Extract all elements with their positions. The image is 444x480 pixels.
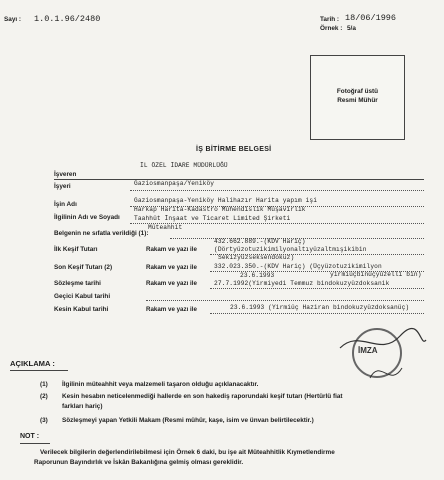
- not-text-2: Raporunun Bayındırlık ve İskân Bakanlığına gelmiş olması gereklidir.: [34, 459, 244, 466]
- kesin-label: Kesin Kabul tarihi: [54, 306, 109, 313]
- kesin-value: 23.6.1993 (Yirmiüç Haziran bindokuzyüzdoksanüç): [230, 304, 410, 311]
- gecici-line: [146, 300, 424, 301]
- sozlesme-line: [210, 288, 424, 289]
- sozlesme-label: Sözleşme tarihi: [54, 280, 101, 287]
- isveren-line: [54, 179, 424, 180]
- not-title: NOT :: [20, 433, 40, 440]
- ilk-kesif-value-3: Sekizyüzseksendokuz): [218, 254, 295, 261]
- sozlesme-value-2: 27.7.1992(Yirmiyedi Temmuz bindokuzyüzdoksanik: [214, 280, 390, 287]
- sozlesme-value-1: 23.6.1993: [240, 272, 275, 279]
- ilgili-label: İlgilinin Adı ve Soyadı: [54, 214, 120, 221]
- kesin-sub: Rakam ve yazı ile: [146, 306, 197, 313]
- ilk-kesif-value-1: 432.662.889.-(KDV Hariç): [214, 238, 306, 245]
- son-kesif-value-2: yirmiüçbinüçyüzelli bin): [330, 271, 422, 278]
- signature-mark: [330, 318, 430, 398]
- aciklama-item1: İlgilinin müteahhit veya malzemeli taşaron olduğu açıklanacaktır.: [62, 381, 259, 388]
- document-title: İŞ BİTİRME BELGESİ: [196, 146, 272, 153]
- isyeri-label: İşyeri: [54, 183, 71, 190]
- aciklama-item3: Sözleşmeyi yapan Yetkili Makam (Resmi mühür, kaşe, isim ve ünvan belirtilecektir.): [62, 417, 314, 424]
- ilgili-value-3: Müteahhit: [148, 224, 183, 231]
- aciklama-rule: [10, 370, 68, 371]
- photo-box-line2: Resmi Mühür: [337, 97, 378, 104]
- isyeri-line: [130, 190, 424, 191]
- ilk-kesif-value-2: (Dörtyüzotuzikimilyonaltıyüzaltmışikibin: [214, 246, 367, 253]
- ilk-kesif-label: İlk Keşif Tutarı: [54, 246, 98, 253]
- isin-adi-value: Gaziosmanpaşa-Yeniköy Halihazır Harita yapım işi: [134, 197, 318, 204]
- aciklama-item2b: farkları hariç): [62, 403, 103, 410]
- son-kesif-label: Son Keşif Tutarı (2): [54, 264, 113, 271]
- isin-adi-label: İşin Adı: [54, 201, 77, 208]
- stamp-text: İMZA: [358, 346, 378, 355]
- isyeri-value: Gaziosmanpaşa/Yeniköy: [134, 180, 215, 187]
- ilgili-value-1: Harkap Harita-Kadastro Mühendislik Müşavirlik: [134, 206, 306, 213]
- not-text-1: Verilecek bilgilerin değerlendirilebilmesi için Örnek 6 daki, bu işe ait Müteahhitlik Kıymetlendirme: [40, 449, 335, 456]
- belgenin-label: Belgenin ne sıfatla verildiği (1):: [54, 230, 149, 237]
- ornek-value: 5/a: [347, 25, 356, 32]
- aciklama-item2-num: (2): [40, 393, 48, 400]
- son-kesif-sub: Rakam ve yazı ile: [146, 264, 197, 271]
- isveren-label: İşveren: [54, 171, 77, 178]
- kesin-line: [210, 313, 424, 314]
- photo-box: [310, 55, 405, 140]
- ilk-kesif-sub: Rakam ve yazı ile: [146, 246, 197, 253]
- ilgili-value-2: Taahhüt İnşaat ve Ticaret Limited Şirketi: [134, 215, 291, 222]
- sayi-value: 1.0.1.96/2480: [34, 14, 101, 24]
- tarih-label: Tarih :: [320, 16, 340, 23]
- son-kesif-value-1: 332.023.350.-(KDV Hariç) (Üçyüzotuzikimilyon: [214, 263, 382, 270]
- sayi-label: Sayı :: [4, 16, 22, 23]
- not-rule: [20, 443, 50, 444]
- tarih-value: 18/06/1996: [345, 13, 397, 23]
- sozlesme-sub: Rakam ve yazı ile: [146, 280, 197, 287]
- gecici-label: Geçici Kabul tarihi: [54, 293, 111, 300]
- ornek-label: Örnek :: [320, 25, 343, 32]
- aciklama-item3-num: (3): [40, 417, 48, 424]
- photo-box-line1: Fotoğraf üstü: [336, 88, 379, 95]
- aciklama-item2a: Kesin hesabın neticelenmediği hallerde en son hakediş raporundaki keşif tutarı (Hertürlü fiat: [62, 393, 343, 400]
- aciklama-item1-num: (1): [40, 381, 48, 388]
- isveren-value: İL ÖZEL İDARE MÜDÜRLÜĞÜ: [140, 162, 228, 169]
- aciklama-title: AÇIKLAMA :: [10, 359, 55, 368]
